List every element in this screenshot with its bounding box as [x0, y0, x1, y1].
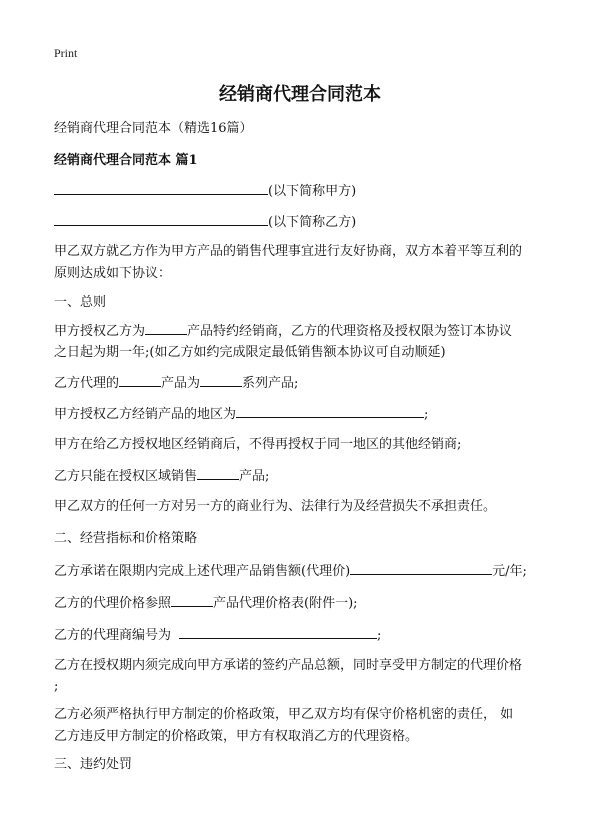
clause-7-text-b: 元/年;: [492, 564, 527, 579]
intro-line-2: 原则达成如下协议：: [54, 266, 172, 281]
clause-2-blank-1: [119, 372, 161, 387]
document-title: 经销商代理合同范本: [219, 84, 381, 105]
clause-9-text-b: ;: [377, 628, 382, 643]
clause-10-line-2: ;: [54, 679, 59, 694]
clause-1-line-2: 之日起为期一年;(如乙方如约完成限定最低销售额本协议可自动顺延): [54, 345, 446, 360]
party-b-suffix: (以下简称乙方): [268, 215, 357, 230]
clause-3: [54, 403, 428, 425]
clause-4: 甲方在给乙方授权地区经销商后，不得再授权于同一地区的其他经销商;: [54, 437, 462, 452]
clause-6: 甲乙双方的任何一方对另一方的商业行为、法律行为及经营损失不承担责任。: [54, 499, 497, 514]
clause-2-blank-2: [200, 372, 242, 387]
clause-7: [54, 560, 527, 582]
party-b-line: [54, 211, 356, 233]
party-a-line: [54, 180, 356, 202]
clause-1-blank: [145, 320, 187, 335]
clause-2-text-a: 乙方代理的: [54, 376, 120, 391]
section-1-heading: 一、总则: [54, 295, 107, 310]
clause-2: [54, 372, 298, 394]
clause-1-text-a: 甲方授权乙方为: [54, 324, 146, 339]
clause-7-text-a: 乙方承诺在限期内完成上述代理产品销售额(代理价): [54, 564, 351, 579]
clause-2-text-b: 产品为: [161, 376, 201, 391]
print-label[interactable]: Print: [54, 46, 78, 60]
clause-5-blank: [197, 465, 239, 480]
clause-9: [54, 624, 381, 646]
section-2-heading: 二、经营指标和价格策略: [54, 531, 198, 546]
clause-9-text-a: 乙方的代理商编号为: [54, 628, 172, 643]
party-b-blank: [54, 211, 268, 226]
clause-7-blank: [350, 560, 492, 575]
party-a-blank: [54, 180, 268, 195]
clause-1-line-1: [54, 320, 512, 342]
clause-9-blank: [179, 624, 377, 639]
section-heading: 经销商代理合同范本 篇1: [54, 153, 198, 168]
clause-8-text-a: 乙方的代理价格参照: [54, 596, 172, 611]
clause-3-text-b: ;: [424, 407, 429, 422]
party-a-suffix: (以下简称甲方): [268, 184, 357, 199]
clause-11-line-2: 乙方违反甲方制定的价格政策，甲方有权取消乙方的代理资格。: [54, 729, 419, 744]
clause-5-text-a: 乙方只能在授权区域销售: [54, 469, 198, 484]
clause-8-text-b: 产品代理价格表(附件一);: [213, 596, 358, 611]
document-subtitle: 经销商代理合同范本（精选16篇）: [54, 121, 253, 136]
clause-11-line-1: 乙方必须严格执行甲方制定的价格政策，甲乙双方均有保守价格机密的责任， 如: [54, 707, 514, 722]
clause-1-text-b: 产品特约经销商，乙方的代理资格及授权限为签订本协议: [187, 324, 513, 339]
clause-3-blank: [236, 403, 424, 418]
clause-5: [54, 465, 269, 487]
clause-5-text-b: 产品;: [239, 469, 270, 484]
clause-8: [54, 592, 358, 614]
intro-line-1: 甲乙双方就乙方作为甲方产品的销售代理事宜进行友好协商，双方本着平等互利的: [54, 244, 523, 259]
clause-2-text-c: 系列产品;: [242, 376, 299, 391]
clause-10-line-1: 乙方在授权期内须完成向甲方承诺的签约产品总额，同时享受甲方制定的代理价格: [54, 658, 523, 673]
section-3-heading: 三、违约处罚: [54, 757, 133, 772]
clause-8-blank: [171, 592, 213, 607]
clause-3-text-a: 甲方授权乙方经销产品的地区为: [54, 407, 237, 422]
